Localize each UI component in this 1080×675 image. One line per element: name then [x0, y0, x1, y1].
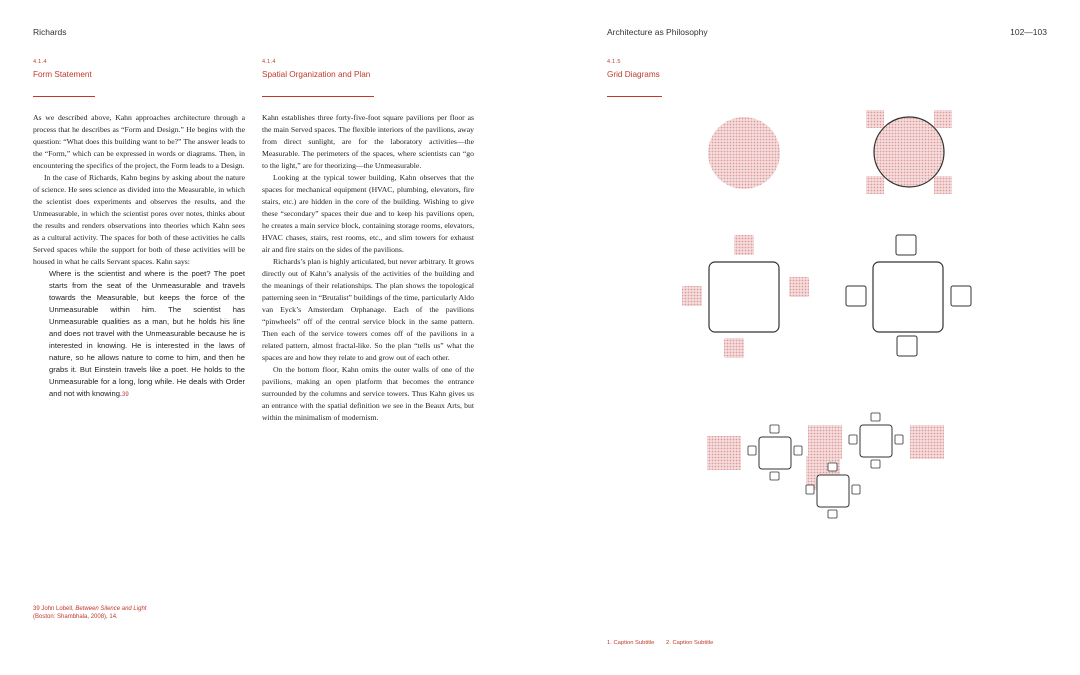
paragraph: In the case of Richards, Kahn begins by asking about the nature of science. He sees science as divided into the Measurable, in which the scientist does experiments and observes the results, and the Unmeasurable, in which the scientist pores over notes, thinks about the results and renders observations into theories which Kahn sees as a cultural activity. The spaces for both of these activities he calls Served spaces while the support for both of these activities will be housed in what he calls Servant spaces. Kahn says:	[33, 173, 245, 266]
right-page	[540, 0, 1080, 675]
diagram-pavilion	[860, 425, 892, 457]
diagram-circle-in-square	[866, 110, 952, 194]
page-numbers: 102—103	[1010, 27, 1047, 37]
footnote	[33, 605, 153, 621]
column-spatial-organization	[262, 112, 474, 424]
diagram-tower	[748, 446, 756, 455]
section-title-form-statement: Form Statement	[33, 70, 92, 79]
grid-diagrams	[540, 0, 1080, 675]
diagram-outlined-circle	[874, 117, 944, 187]
diagram-square-pink-satellites	[682, 235, 809, 358]
diagram-tower	[770, 425, 779, 433]
section-number: 4.1.4	[262, 59, 276, 65]
diagram-satellite	[897, 336, 917, 356]
diagram-tower	[852, 485, 860, 494]
diagram-pavilion	[817, 475, 849, 507]
diagram-tower	[849, 435, 857, 444]
diagram-satellite	[951, 286, 971, 306]
quote-text: Where is the scientist and where is the poet? The poet starts from the seat of the Unmeasurable and travels towards the Measurable, but keeps the force of the Unmeasurable within him. The scientist has Unmeasurable qualities as a man, but he holds his line and does not travel with the Unmeasurable because he is interested in knowing. He is interested in the laws of nature, so he allows nature to come to him, and then he grabs it. But Einstein travels like a poet. He holds to the Unmeasurable for a long, long while. He deals with Order and not with knowing.	[49, 269, 245, 398]
footnote-reference[interactable]: 39	[122, 392, 129, 398]
running-head-right: Architecture as Philosophy	[607, 27, 708, 37]
diagram-tower	[828, 463, 837, 471]
figure-captions	[607, 640, 723, 646]
diagram-tower	[770, 472, 779, 480]
diagram-tower	[871, 460, 880, 468]
paragraph: Kahn establishes three forty-five-foot square pavilions per floor as the main Served spaces. The flexible interiors of the pavilions, away from direct sunlight, are for the laboratory activities—the Measurable. The perimeters of the spaces, where scientists can “go to the light,” are for theorizing—the Unmeasurable.	[262, 113, 474, 170]
block-quote	[49, 268, 245, 401]
footnote-publication: (Boston: Shambhala, 2008), 14.	[33, 614, 118, 620]
diagram-tower	[794, 446, 802, 455]
running-head-left: Richards	[33, 27, 67, 37]
caption: 2. Caption Subtitle	[666, 640, 714, 646]
footnote-number: 39	[33, 606, 40, 612]
section-rule	[33, 96, 95, 97]
diagram-satellite	[734, 235, 754, 255]
paragraph: As we described above, Kahn approaches architecture through a process that he describes as “Form and Design.” He begins with the question: “What does this building want to be?” The answer leads to the “Form,” which can be expressed in words or diagrams. Then, in encountering the specifics of the project, the Form leads to a Design.	[33, 113, 245, 170]
section-title-grid-diagrams: Grid Diagrams	[607, 70, 660, 79]
diagram-filled-circle	[708, 117, 780, 189]
diagram-main-square	[709, 262, 779, 332]
section-number: 4.1.5	[607, 59, 621, 65]
paragraph: Richards’s plan is highly articulated, but never arbitrary. It grows directly out of Kahn’s analysis of the activities of the building and the meanings of their relationships. The plan shows the topological patterning seen in “Brutalist” buildings of the time, particularly Aldo van Eyck’s Amsterdam Orphanage. Each of the pavilions “pinwheels” off of the central service block in the same pattern. Then each of the service towers comes off of the pavilions in a related pattern, almost fractal-like. So the plan “tells us” what the spaces are and how they relate to and grow out of each other.	[262, 257, 474, 362]
diagram-satellite	[724, 338, 744, 358]
diagram-pink-block	[707, 436, 741, 470]
diagram-tower	[871, 413, 880, 421]
paragraph: On the bottom floor, Kahn omits the outer walls of one of the pavilions, making an open platform that becomes the entrance surrounded by the columns and service towers. Thus Kahn gives us an entrance with the spatial definition we see in the Beaux Arts, but within the minimalism of modernism.	[262, 365, 474, 422]
diagram-satellite	[789, 277, 809, 297]
diagram-square-outlined-satellites	[846, 235, 971, 356]
diagram-pink-block	[910, 425, 944, 459]
diagram-tower	[828, 510, 837, 518]
diagram-satellite	[896, 235, 916, 255]
section-title-spatial-organization: Spatial Organization and Plan	[262, 70, 371, 79]
section-number: 4.1.4	[33, 59, 47, 65]
paragraph: Looking at the typical tower building, Kahn observes that the spaces for mechanical equipment (HVAC, plumbing, elevators, fire stairs, etc.) are hidden in the core of the building. Wishing to give these “secondary” spaces their due and to keep his pavilions open, he creates a main service block, containing storage rooms, elevators, HVAC chases, stairs, rest rooms, etc., and slim towers for exhaust air and fire stairs on the sides of the pavilions.	[262, 173, 474, 254]
footnote-author: John Lobell,	[41, 606, 76, 612]
section-rule	[262, 96, 374, 97]
diagram-tower	[895, 435, 903, 444]
footnote-book-title: Between Silence and Light	[75, 606, 147, 612]
diagram-satellite	[682, 286, 702, 306]
caption: 1. Caption Subtitle	[607, 640, 655, 646]
diagram-main-square	[873, 262, 943, 332]
diagram-pinwheel-cluster	[707, 413, 944, 518]
column-form-statement	[33, 112, 245, 401]
diagram-pink-block	[808, 425, 842, 459]
diagram-satellite	[846, 286, 866, 306]
diagram-pavilion	[759, 437, 791, 469]
diagram-tower	[806, 485, 814, 494]
